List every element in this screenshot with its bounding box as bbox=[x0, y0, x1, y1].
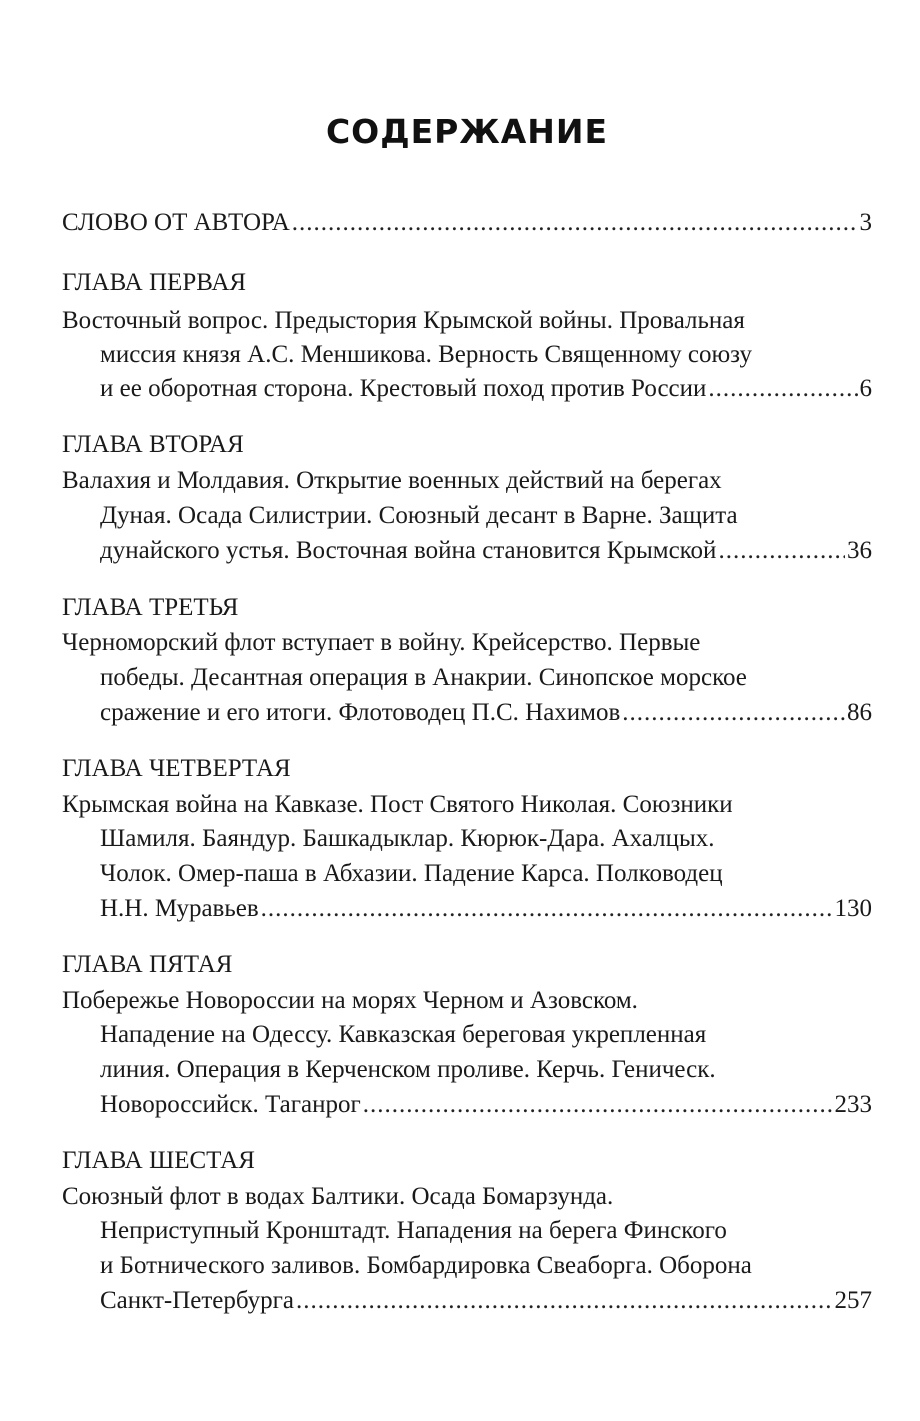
toc-line: Восточный вопрос. Предыстория Крымской войны. Провальная bbox=[62, 307, 745, 334]
toc-line: Союзный флот в водах Балтики. Осада Бомарзунда. bbox=[62, 1183, 614, 1210]
chapter-heading: ГЛАВА ПЕРВАЯ bbox=[62, 269, 247, 296]
page-number: 3 bbox=[859, 209, 872, 236]
dot-leader bbox=[261, 892, 833, 925]
chapter-heading: ГЛАВА ШЕСТАЯ bbox=[62, 1147, 255, 1174]
page-number: 36 bbox=[847, 537, 872, 564]
toc-entry-last-line bbox=[100, 1284, 872, 1317]
toc-line: Нападение на Одессу. Кавказская береговая укрепленная bbox=[100, 1021, 707, 1048]
page-number: 6 bbox=[859, 375, 872, 402]
toc-entry-foreword bbox=[62, 206, 872, 239]
dot-leader bbox=[718, 534, 845, 567]
toc-line: и ее оборотная сторона. Крестовый поход против России bbox=[100, 375, 707, 402]
toc-line: и Ботнического заливов. Бомбардировка Свеаборга. Оборона bbox=[100, 1252, 752, 1279]
toc-line: дунайского устья. Восточная война становится Крымской bbox=[100, 537, 717, 564]
toc-line: миссия князя А.С. Меншикова. Верность Священному союзу bbox=[100, 341, 753, 368]
toc-line: Валахия и Молдавия. Открытие военных действий на берегах bbox=[62, 467, 722, 494]
toc-line: сражение и его итоги. Флотоводец П.С. Нахимов bbox=[100, 699, 621, 726]
chapter-heading: ГЛАВА ВТОРАЯ bbox=[62, 431, 244, 458]
toc-line: победы. Десантная операция в Анакрии. Синопское морское bbox=[100, 664, 747, 691]
dot-leader bbox=[363, 1088, 833, 1121]
toc-line: Побережье Новороссии на морях Черном и Азовском. bbox=[62, 987, 638, 1014]
dot-leader bbox=[708, 372, 857, 405]
chapter-heading: ГЛАВА ПЯТАЯ bbox=[62, 951, 233, 978]
toc-line: Дуная. Осада Силистрии. Союзный десант в Варне. Защита bbox=[100, 502, 738, 529]
toc-line: Шамиля. Баяндур. Башкадыклар. Кюрюк-Дара. Ахалцых. bbox=[100, 825, 715, 852]
toc-line: Санкт-Петербурга bbox=[100, 1287, 295, 1314]
toc-entry-last-line bbox=[100, 534, 872, 567]
page-number: 86 bbox=[847, 699, 872, 726]
page-number: 130 bbox=[834, 895, 872, 922]
toc-line: Черноморский флот вступает в войну. Крейсерство. Первые bbox=[62, 629, 701, 656]
toc-line: Чолок. Омер-паша в Абхазии. Падение Карса. Полководец bbox=[100, 860, 723, 887]
dot-leader bbox=[292, 206, 858, 239]
toc-line: Новороссийск. Таганрог bbox=[100, 1091, 361, 1118]
chapter-heading: ГЛАВА ТРЕТЬЯ bbox=[62, 594, 239, 621]
toc-entry-last-line bbox=[100, 372, 872, 405]
page-number: 257 bbox=[834, 1287, 872, 1314]
toc-entry-last-line bbox=[100, 696, 872, 729]
toc-entry-text: СЛОВО ОТ АВТОРА bbox=[62, 209, 290, 236]
toc-entry-last-line bbox=[100, 1088, 872, 1121]
toc-line: линия. Операция в Керченском проливе. Керчь. Геническ. bbox=[100, 1056, 716, 1083]
toc-line: Н.Н. Муравьев bbox=[100, 895, 259, 922]
toc-line: Неприступный Кронштадт. Нападения на берега Финского bbox=[100, 1217, 727, 1244]
dot-leader bbox=[296, 1284, 832, 1317]
toc-entry-last-line bbox=[100, 892, 872, 925]
toc-line: Крымская война на Кавказе. Пост Святого Николая. Союзники bbox=[62, 791, 733, 818]
dot-leader bbox=[622, 696, 845, 729]
page-title: СОДЕРЖАНИЕ bbox=[325, 112, 609, 151]
chapter-heading: ГЛАВА ЧЕТВЕРТАЯ bbox=[62, 755, 291, 782]
page-number: 233 bbox=[834, 1091, 872, 1118]
